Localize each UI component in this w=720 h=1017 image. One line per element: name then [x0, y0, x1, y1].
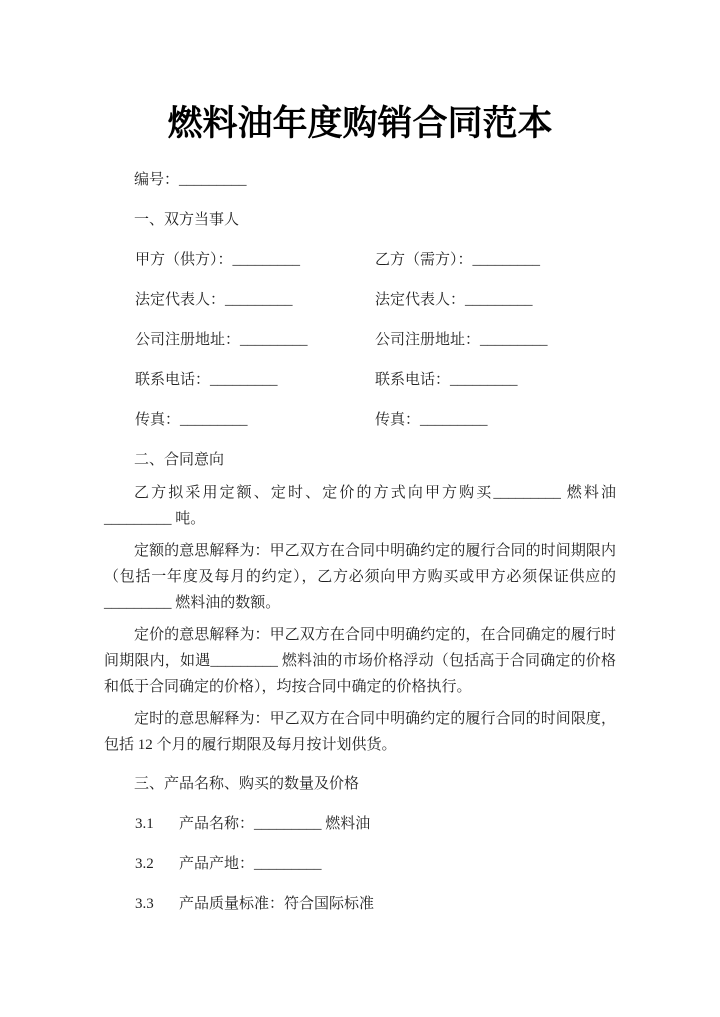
party-b-phone-field: 联系电话：_________	[375, 372, 518, 388]
party-row-phone	[104, 366, 616, 394]
section3-heading: 三、产品名称、购买的数量及价格	[134, 776, 360, 792]
party-row-fax	[104, 406, 616, 434]
party-row-names	[104, 246, 616, 274]
party-row-legal-rep	[104, 286, 616, 314]
section2-heading: 二、合同意向	[134, 452, 225, 468]
clause-3-2	[104, 850, 616, 878]
party-row-address	[104, 326, 616, 354]
fixed-price-definition-paragraph: 定价的意思解释为：甲乙双方在合同中明确约定的，在合同确定的履行时间期限内，如遇_________ 燃料油的市场价格浮动（包括高于合同确定的价格和低于合同确定的价格），均按合同中确定的价格执行。	[104, 627, 616, 695]
clause-number: 3.2	[135, 856, 154, 872]
party-a-fax-field: 传真：_________	[135, 412, 248, 428]
clause-3-1	[104, 810, 616, 838]
section1-heading: 一、双方当事人	[134, 212, 240, 228]
clause-number: 3.1	[135, 816, 154, 832]
product-name-field: 产品名称：_________ 燃料油	[179, 816, 371, 832]
party-b-name-field: 乙方（需方）：_________	[375, 252, 541, 268]
clause-number: 3.3	[135, 896, 154, 912]
party-a-phone-field: 联系电话：_________	[135, 372, 278, 388]
document-body	[0, 166, 720, 918]
serial-number-line: 编号：_________	[134, 172, 247, 188]
party-b-legal-rep-field: 法定代表人：_________	[375, 292, 533, 308]
party-a-name-field: 甲方（供方）：_________	[135, 252, 301, 268]
party-a-legal-rep-field: 法定代表人：_________	[135, 292, 293, 308]
fixed-quantity-definition-paragraph: 定额的意思解释为：甲乙双方在合同中明确约定的履行合同的时间期限内（包括一年度及每月的约定），乙方必须向甲方购买或甲方必须保证供应的_________ 燃料油的数额。	[104, 543, 616, 611]
party-a-address-field: 公司注册地址：_________	[135, 332, 308, 348]
product-origin-field: 产品产地：_________	[179, 856, 322, 872]
party-b-fax-field: 传真：_________	[375, 412, 488, 428]
document-title: 燃料油年度购销合同范本	[167, 104, 553, 143]
fixed-time-definition-paragraph: 定时的意思解释为：甲乙双方在合同中明确约定的履行合同的时间限度，包括 12 个月的履行期限及每月按计划供货。	[104, 711, 616, 753]
contract-intent-paragraph: 乙方拟采用定额、定时、定价的方式向甲方购买_________ 燃料油_________ 吨。	[104, 485, 616, 527]
product-quality-standard-text: 产品质量标准：符合国际标准	[179, 896, 375, 912]
party-b-address-field: 公司注册地址：_________	[375, 332, 548, 348]
clause-3-3	[104, 890, 616, 918]
